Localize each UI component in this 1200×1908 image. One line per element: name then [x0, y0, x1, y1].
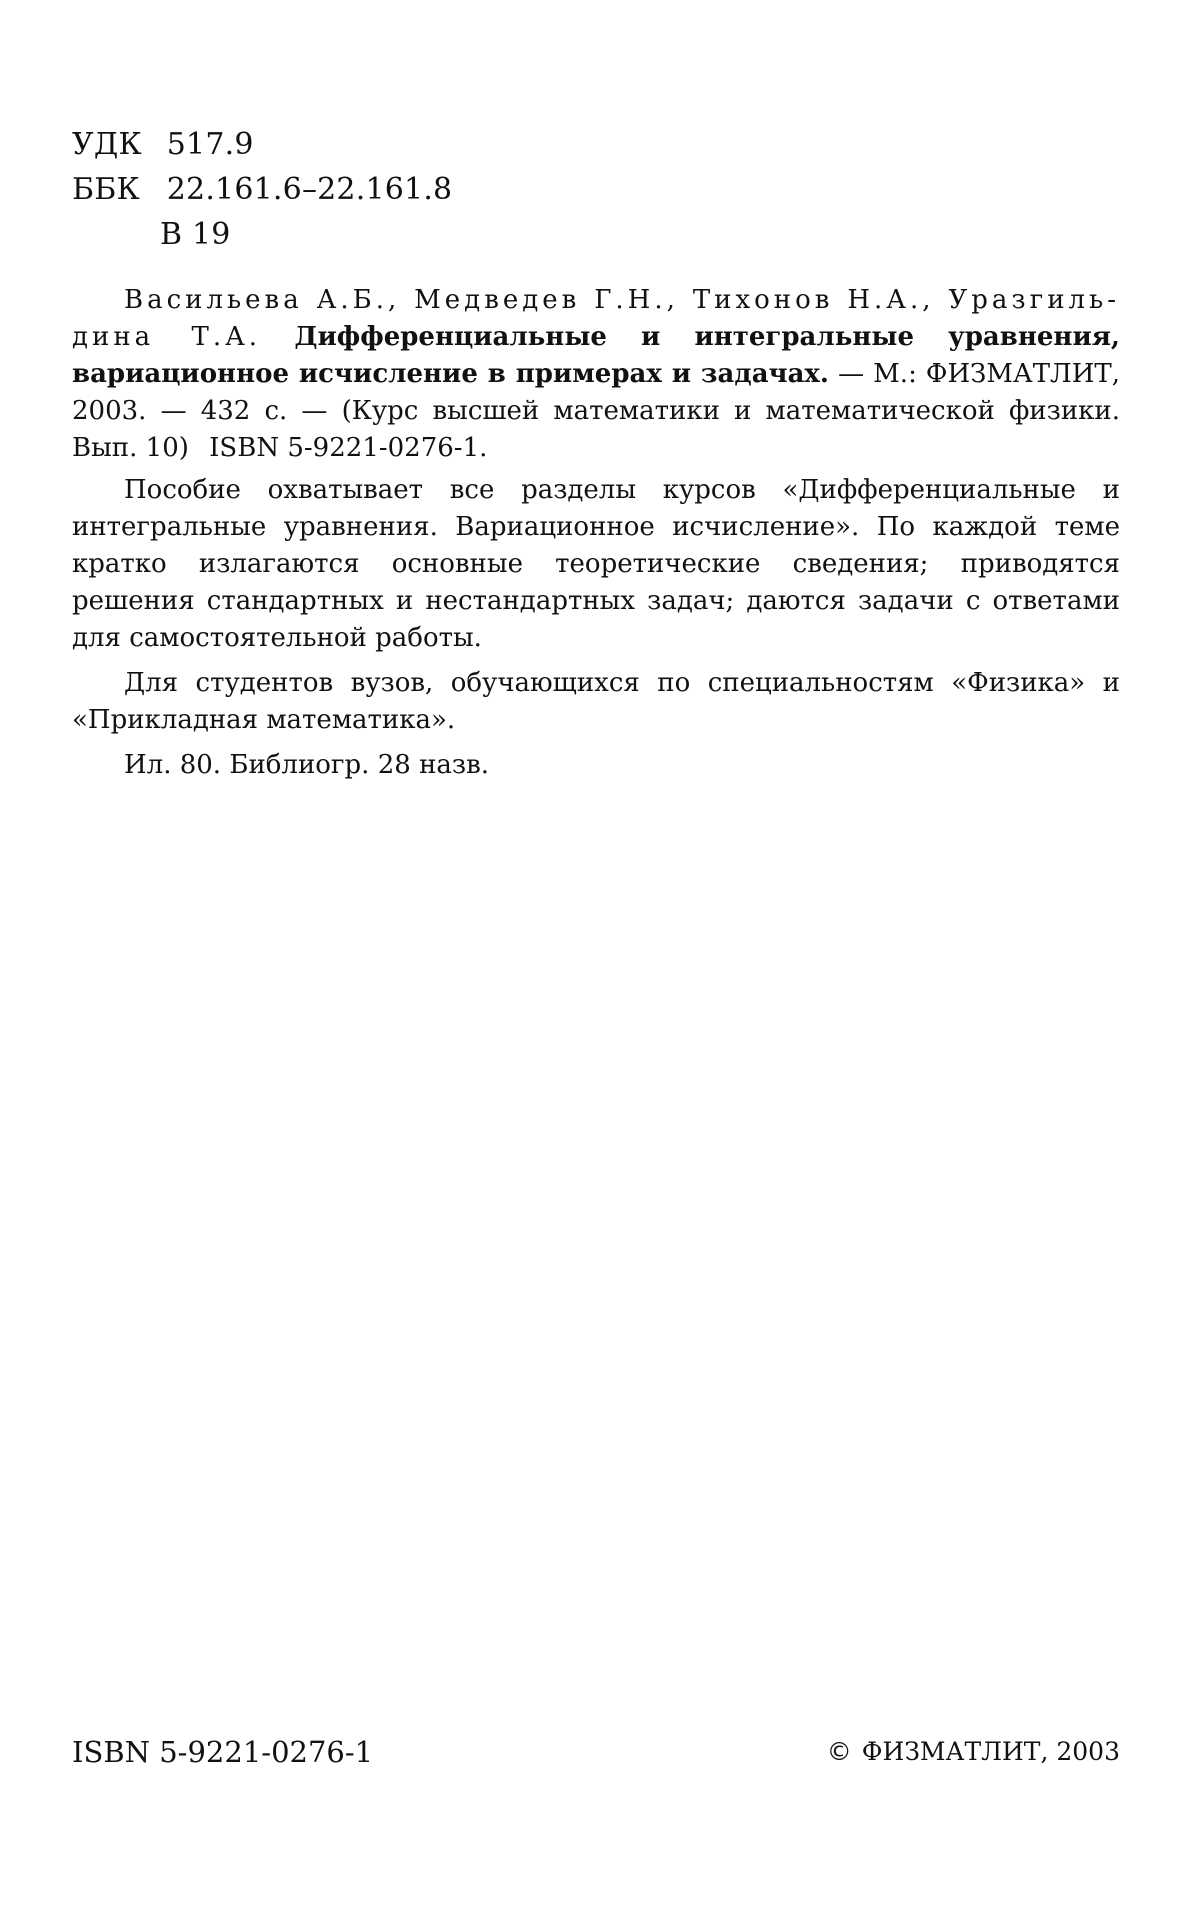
bbk-row [72, 167, 452, 212]
annotation-counts: Ил. 80. Библиогр. 28 назв. [124, 750, 489, 780]
bibliographic-description [72, 282, 1120, 467]
udk-value: 517.9 [166, 127, 254, 162]
cutter-code: В 19 [160, 217, 231, 252]
bbk-value: 22.161.6–22.161.8 [166, 172, 453, 207]
footer-isbn: ISBN 5-9221-0276-1 [72, 1735, 374, 1769]
copyright-holder: ФИЗМАТЛИТ, 2003 [861, 1737, 1120, 1766]
imprint: — М.: ФИЗМАТЛИТ, 2003. — 432 с. — (Курс высшей математики и математической физики. Вып. 10) [72, 359, 1121, 463]
udk-row [72, 122, 452, 167]
footer-copyright [827, 1732, 1120, 1772]
copyright-sign: © [826, 1737, 852, 1766]
description-isbn: ISBN 5-9221-0276-1. [209, 433, 488, 463]
authors: Васильева А.Б., Медведев Г.Н., Тихонов Н.А., Уразгиль-дина Т.А. [72, 285, 1120, 352]
udk-label: УДК [72, 127, 142, 162]
annotation [72, 472, 1120, 784]
book-title: Дифференциальные и интегральные уравнения, вариационное исчисление в примерах и задачах. [72, 322, 1120, 389]
description-paragraph [72, 282, 1120, 467]
cutter-row [72, 212, 452, 257]
classification-block [72, 122, 452, 257]
page-footer [72, 1732, 1120, 1772]
annotation-summary: Пособие охватывает все разделы курсов «Дифференциальные и интегральные уравнения. Вариационное исчисление». По каждой теме кратко излагаются основные теоретические сведения; приводятся решения стандартных и нестандартных задач; даются задачи с ответами для самостоятельной работы. [72, 475, 1120, 653]
bbk-label: ББК [72, 172, 140, 207]
annotation-audience: Для студентов вузов, обучающихся по специальностям «Физика» и «Прикладная математика». [72, 668, 1120, 735]
